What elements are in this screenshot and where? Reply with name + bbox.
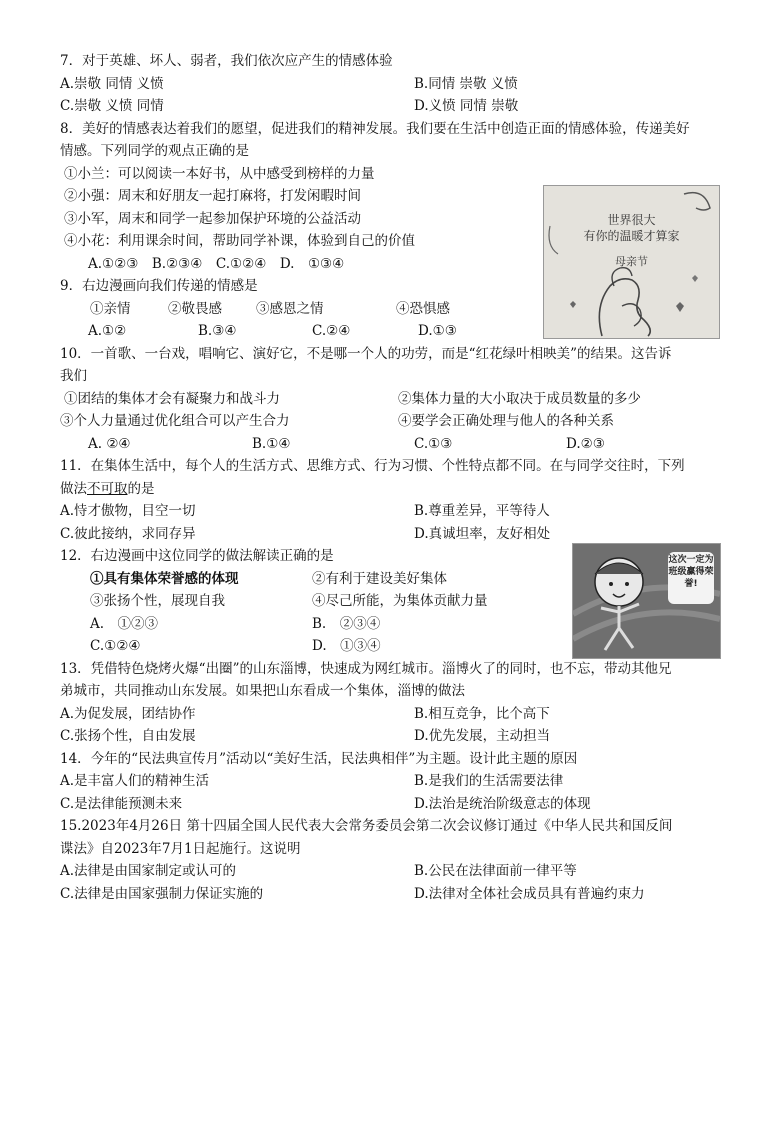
q14-option-a: A.是丰富人们的精神生活 xyxy=(60,773,210,789)
q7-option-d: D.义愤 同情 崇敬 xyxy=(414,98,519,114)
q8-item-1: ①小兰：可以阅读一本好书，从中感受到榜样的力量 xyxy=(64,165,375,182)
q13-option-a: A.为促发展，团结协作 xyxy=(60,705,196,722)
q7-options-row1 xyxy=(60,73,728,96)
q15-stem-line2: 谍法》自2023年7月1日起施行。这说明 xyxy=(60,840,301,857)
q14-options-row2 xyxy=(60,793,728,816)
q9-comic-line3: 母亲节 xyxy=(615,255,648,268)
q11-options-row1 xyxy=(60,500,728,523)
q10-option-c: C.①③ xyxy=(414,435,453,452)
q9-item-1: ①亲情 xyxy=(90,300,131,317)
q10-item-4: ④要学会正确处理与他人的各种关系 xyxy=(398,413,614,429)
q9-option-b: B.③④ xyxy=(198,323,237,339)
q8-stem-line2: 情感。下列同学的观点正确的是 xyxy=(60,143,249,159)
mother-child-illustration xyxy=(544,186,719,338)
q7-stem: 7．对于英雄、坏人、弱者，我们依次应产生的情感体验 xyxy=(60,53,393,69)
q10-item-2: ②集体力量的大小取决于成员数量的多少 xyxy=(398,390,641,407)
q7-option-a: A.崇敬 同情 义愤 xyxy=(60,75,164,92)
q12-comic-image xyxy=(572,543,721,659)
q7-option-b: B.同情 崇敬 义愤 xyxy=(414,75,518,92)
q9-option-a: A.①② xyxy=(88,323,127,339)
q13-stem-line2: 弟城市，共同推动山东发展。如果把山东看成一个集体，淄博的做法 xyxy=(60,683,465,699)
q10-stem-line1: 10．一首歌、一台戏，唱响它、演好它，不是哪一个人的功劳，而是“红花绿叶相映美”的结果。这告诉 xyxy=(60,345,672,362)
q10-items-row1 xyxy=(60,388,728,411)
q9-item-4: ④恐惧感 xyxy=(396,300,450,317)
q14-option-b: B.是我们的生活需要法律 xyxy=(414,773,564,789)
q7-options-row2 xyxy=(60,95,728,118)
q13-options-row2 xyxy=(60,725,728,748)
q7-option-c: C.崇敬 义愤 同情 xyxy=(60,98,164,114)
q10-stem-line2: 我们 xyxy=(60,368,87,384)
q11-option-b: B.尊重差异，平等待人 xyxy=(414,503,550,519)
q13-option-b: B.相互竞争，比个高下 xyxy=(414,705,550,722)
q14-option-d: D.法治是统治阶级意志的体现 xyxy=(414,795,591,812)
q12-option-b: B. ②③④ xyxy=(312,615,381,632)
q13-option-c: C.张扬个性，自由发展 xyxy=(60,728,196,744)
q11-option-d: D.真诚坦率，友好相处 xyxy=(414,525,551,542)
q15-options-row2 xyxy=(60,883,728,906)
q10-options xyxy=(60,433,728,456)
q10-item-3: ③个人力量通过优化组合可以产生合力 xyxy=(60,413,290,429)
q13-stem-line1: 13．凭借特色烧烤火爆“出圈”的山东淄博，快速成为网红城市。淄博火了的同时，也不忘，带动其他兄 xyxy=(60,660,672,677)
q9-item-3: ③感恩之情 xyxy=(256,300,324,317)
q15-options-row1 xyxy=(60,860,728,883)
q10-option-d: D.②③ xyxy=(566,435,605,452)
q15-option-c: C.法律是由国家强制力保证实施的 xyxy=(60,885,264,902)
q15-option-d: D.法律对全体社会成员具有普遍约束力 xyxy=(414,885,645,902)
q9-stem: 9．右边漫画向我们传递的情感是 xyxy=(60,278,258,294)
q11-options-row2 xyxy=(60,523,728,546)
q11-stem-line2 xyxy=(60,478,728,501)
q10-item-1: ①团结的集体才会有凝聚力和战斗力 xyxy=(64,390,280,407)
q12-comic-speech-bubble: 这次一定为班级赢得荣誉! xyxy=(668,552,714,604)
q12-item-2: ②有利于建设美好集体 xyxy=(312,570,447,587)
q11-option-c: C.彼此接纳，求同存异 xyxy=(60,525,196,542)
q10-option-a: A. ②④ xyxy=(88,435,131,452)
q12-stem: 12．右边漫画中这位同学的做法解读正确的是 xyxy=(60,548,334,564)
q11-option-a: A.恃才傲物，目空一切 xyxy=(60,503,196,519)
q12-option-c: C.①②④ xyxy=(90,638,141,654)
q15-stem-line1: 15.2023年4月26日 第十四届全国人民代表大会常务委员会第二次会议修订通过《中华人民共和国反间 xyxy=(60,818,673,834)
q15-option-a: A.法律是由国家制定或认可的 xyxy=(60,863,237,879)
q15-option-b: B.公民在法律面前一律平等 xyxy=(414,863,577,879)
q13-option-d: D.优先发展，主动担当 xyxy=(414,728,551,744)
q9-comic-image xyxy=(543,185,720,339)
q8-item-3: ③小军，周末和同学一起参加保护环境的公益活动 xyxy=(64,210,361,227)
q8-options: A.①②③ B.②③④ C.①②④ D. ①③④ xyxy=(88,255,345,272)
q12-item-4: ④尽己所能，为集体贡献力量 xyxy=(312,593,488,609)
q12-option-a: A. ①②③ xyxy=(90,615,159,632)
q8-item-4: ④小花：利用课余时间，帮助同学补课，体验到自己的价值 xyxy=(64,233,415,249)
q9-option-c: C.②④ xyxy=(312,323,351,339)
q14-option-c: C.是法律能预测未来 xyxy=(60,795,183,812)
exam-page xyxy=(60,50,728,905)
q10-option-b: B.①④ xyxy=(252,435,291,452)
q11-stem-underlined: 不可取 xyxy=(87,480,128,497)
q14-options-row1 xyxy=(60,770,728,793)
q12-option-d: D. ①③④ xyxy=(312,638,381,654)
q8-stem-line1: 8．美好的情感表达着我们的愿望，促进我们的精神发展。我们要在生活中创造正面的情感体验，传递美好 xyxy=(60,120,690,137)
q9-option-d: D.①③ xyxy=(418,323,457,339)
q12-item-3: ③张扬个性，展现自我 xyxy=(90,593,225,609)
q14-stem: 14．今年的“民法典宣传月”活动以“美好生活，民法典相伴”为主题。设计此主题的原因 xyxy=(60,750,578,767)
q9-comic-line2: 有你的温暖才算家 xyxy=(583,229,680,243)
q9-item-2: ②敬畏感 xyxy=(168,300,222,317)
q13-options-row1 xyxy=(60,703,728,726)
q8-item-2: ②小强：周末和好朋友一起打麻将，打发闲暇时间 xyxy=(64,188,361,204)
q11-stem-suffix: 的是 xyxy=(127,480,155,497)
q10-items-row2 xyxy=(60,410,728,433)
q9-comic-line1: 世界很大 xyxy=(607,213,656,227)
q11-stem-line1: 11．在集体生活中，每个人的生活方式、思维方式、行为习惯、个性特点都不同。在与同学交往时，下列 xyxy=(60,458,685,474)
q12-item-1: ①具有集体荣誉感的体现 xyxy=(90,570,239,587)
q11-stem-prefix: 做法 xyxy=(60,480,87,497)
